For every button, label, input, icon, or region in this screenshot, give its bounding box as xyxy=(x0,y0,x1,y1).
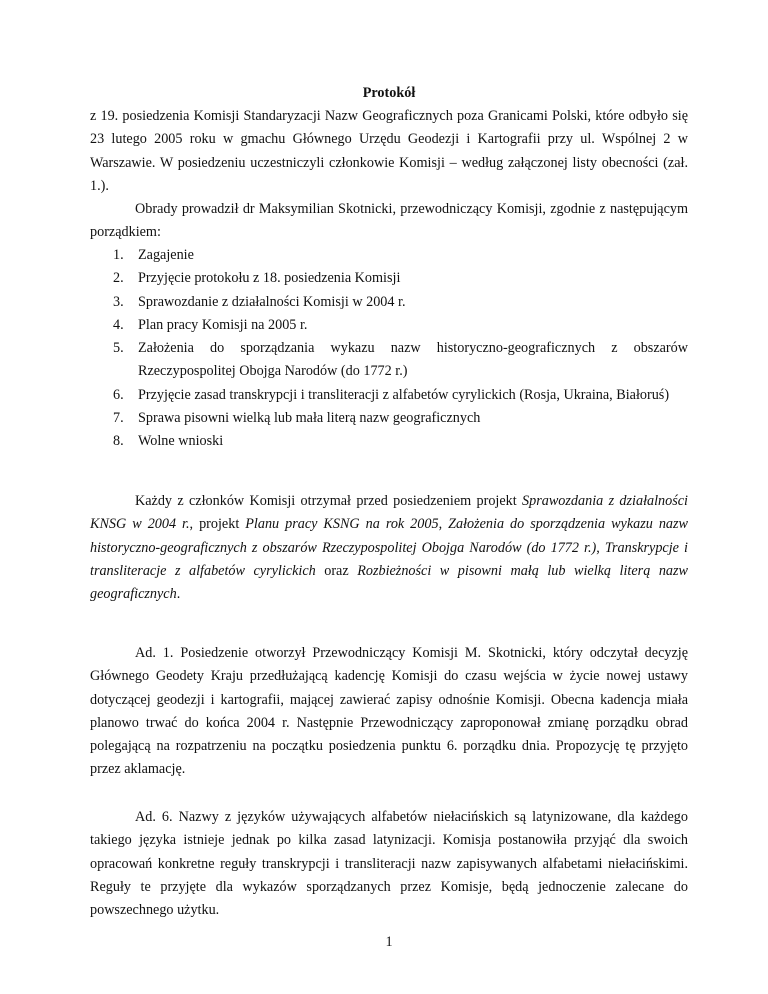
agenda-item xyxy=(90,291,688,314)
materials-text: . xyxy=(176,586,181,603)
intro-paragraph: z 19. posiedzenia Komisji Standaryzacji Nazw Geograficznych poza Granicami Polski, które odbyło się 23 lutego 2005 roku w gmachu Głównego Urzędu Geodezji i Kartografii przy ul. Wspólnej 2 w Warszawie. W posiedzeniu uczestniczyli członkowie Komisji – według załączonej listy obecności (zał. 1.). xyxy=(90,108,688,194)
agenda-item-number: 2. xyxy=(113,270,124,287)
agenda-item xyxy=(90,244,688,267)
materials-title-plan: Planu pracy KSNG na rok 2005 xyxy=(245,516,439,533)
agenda-item-number: 1. xyxy=(113,247,124,263)
agenda-item-number: 8. xyxy=(113,433,124,450)
materials-title-assumptions: Założenia do sporządzenia wykazu nazw historyczno-geograficznych z obszarów Rzeczypospolitej Obojga Narodów (do 1772 r.) xyxy=(90,516,688,556)
agenda-item xyxy=(90,384,688,407)
materials-text: Każdy z członków Komisji otrzymał przed posiedzeniem projekt xyxy=(135,493,523,509)
document-page xyxy=(90,0,688,994)
agenda-item-text: Wolne wnioski xyxy=(138,433,224,450)
ad1-paragraph: Ad. 1. Posiedzenie otworzył Przewodniczący Komisji M. Skotnicki, który odczytał decyzję Głównego Geodety Kraju przedłużającą kadencję Komisji do czasu wejścia w życie nowej ustawy dotyczącej geodezji i kartografii, mającej zawierać zapisy odnośnie Komisji. Obecna kadencja miała planowo trwać do końca 2004 r. Następnie Przewodniczący zaproponował zmianę porządku obrad polegającą na rozpatrzeniu na początku posiedzenia punktu 6. porządku dnia. Propozycję tę przyjęto przez aklamację. xyxy=(90,645,688,778)
agenda-item xyxy=(90,430,688,453)
materials-text: , projekt xyxy=(189,516,246,533)
agenda-item-text: Przyjęcie protokołu z 18. posiedzenia Komisji xyxy=(138,270,401,287)
agenda-item-text: Sprawa pisowni wielką lub mała literą nazw geograficznych xyxy=(138,410,481,427)
agenda-item xyxy=(90,407,688,430)
agenda-item-number: 7. xyxy=(113,410,124,427)
materials-title-report: Sprawozdania z działalności KNSG w 2004 r. xyxy=(90,493,688,533)
agenda-item-text: Zagajenie xyxy=(138,247,194,263)
chair-paragraph: Obrady prowadził dr Maksymilian Skotnicki, przewodniczący Komisji, zgodnie z następującym porządkiem: xyxy=(90,201,688,241)
agenda-item-number: 4. xyxy=(113,316,124,333)
ad6-paragraph: Ad. 6. Nazwy z języków używających alfabetów niełacińskich są latynizowane, dla każdego takiego języka istnieje jednak po kilka zasad latynizacji. Komisja postanowiła przyjąć dla swoich opracowań konkretne reguły transkrypcji i transliteracji nazw zapisywanych alfabetami niełacińskimi. Reguły te przyjęte dla wykazów sporządzanych przez Komisje, będą jednoczenie zalecane do powszechnego użytku. xyxy=(90,809,688,919)
document-title: Protokół xyxy=(362,85,416,101)
agenda-item-text: Sprawozdanie z działalności Komisji w 2004 r. xyxy=(138,293,406,310)
materials-text: , xyxy=(438,516,449,533)
agenda-item-number: 5. xyxy=(113,340,124,357)
agenda-item-number: 6. xyxy=(113,386,124,403)
agenda-item xyxy=(90,267,688,290)
agenda-item-text: Plan pracy Komisji na 2005 r. xyxy=(138,316,308,333)
materials-paragraph xyxy=(90,490,688,606)
page-number: 1 xyxy=(385,934,393,950)
agenda-list xyxy=(90,244,688,454)
agenda-item-text: Przyjęcie zasad transkrypcji i transliteracji z alfabetów cyrylickich (Rosja, Ukraina, Białoruś) xyxy=(138,386,670,403)
materials-text: , xyxy=(596,539,605,556)
agenda-item xyxy=(90,337,688,384)
agenda-item xyxy=(90,314,688,337)
agenda-item-number: 3. xyxy=(113,293,124,310)
agenda-item-text: Założenia do sporządzania wykazu nazw historyczno-geograficznych z obszarów Rzeczypospolitej Obojga Narodów (do 1772 r.) xyxy=(138,340,688,380)
materials-title-transcription: Transkrypcje i transliteracje z alfabetów cyrylickich xyxy=(90,539,688,579)
materials-title-spelling: Rozbieżności w pisowni małą lub wielką literą nazw geograficznych xyxy=(90,562,688,603)
materials-text: oraz xyxy=(315,562,358,579)
